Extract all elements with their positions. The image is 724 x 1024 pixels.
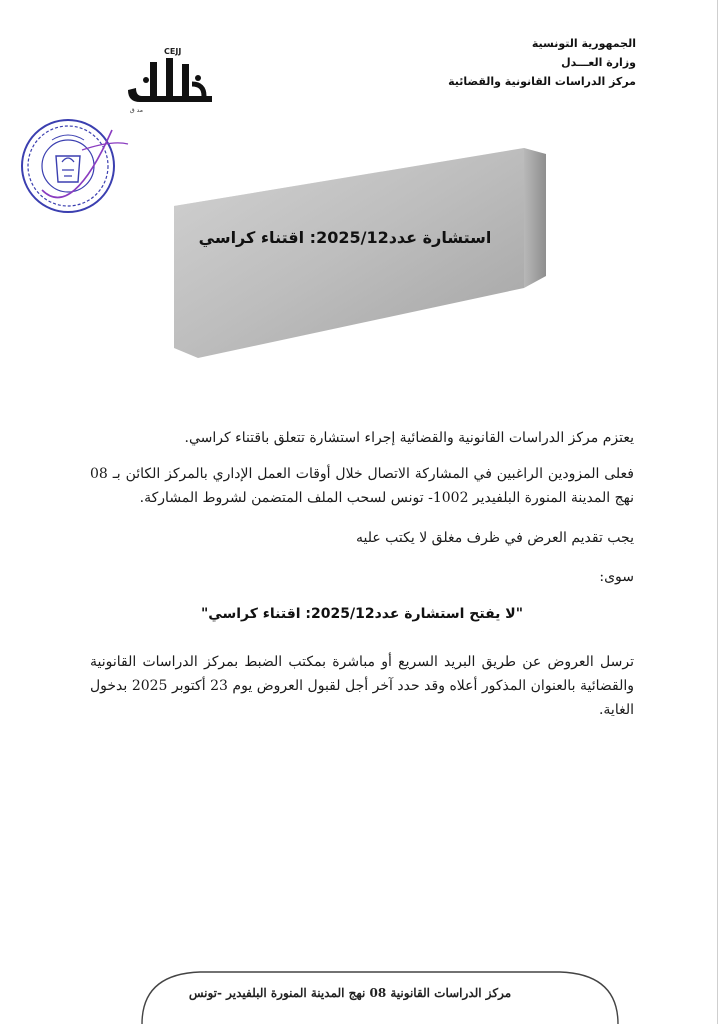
header-organization — [448, 34, 636, 91]
body-paragraph-submission: ترسل العروض عن طريق البريد السريع أو مباشرة بمكتب الضبط بمركز الدراسات القانونية والقضائية بالعنوان المذكور أعلاه وقد حدد آخر أجل لقبول العروض يوم 23 أكتوبر 2025 بدخول الغاية. — [90, 654, 634, 718]
page-edge-line — [717, 0, 718, 1024]
title-banner-box — [170, 148, 550, 363]
envelope-inscription: "لا يفتح استشارة عدد2025/12: اقتناء كراسي" — [200, 606, 523, 622]
footer-address: مركز الدراسات القانونية 08 نهج المدينة المنورة البلفيدير -تونس — [188, 986, 512, 1000]
header-line-republic: الجمهورية التونسية — [531, 37, 636, 50]
header-line-center: مركز الدراسات القانونية والقضائية — [448, 75, 636, 88]
banner-title: استشارة عدد2025/12: اقتناء كراسي — [198, 228, 492, 247]
official-stamp-icon — [12, 110, 132, 220]
body-paragraph-only: سوى: — [599, 569, 634, 585]
cejj-logo-icon — [120, 44, 220, 114]
logo-abbr: CEJJ — [164, 47, 182, 56]
body-paragraph-contact: فعلى المزودين الراغبين في المشاركة الاتصال خلال أوقات العمل الإداري بالمركز الكائن بـ 08 نهج المدينة المنورة البلفيدير 1002- تونس لسحب الملف المتضمن لشروط المشاركة. — [90, 466, 634, 506]
logo-mark: مد ق — [130, 107, 143, 114]
header-line-ministry: وزارة العـــدل — [561, 56, 636, 69]
body-paragraph-envelope: يجب تقديم العرض في ظرف مغلق لا يكتب عليه — [356, 530, 634, 546]
body-paragraph-intro: يعتزم مركز الدراسات القانونية والقضائية إجراء استشارة تتعلق باقتناء كراسي. — [184, 430, 634, 446]
